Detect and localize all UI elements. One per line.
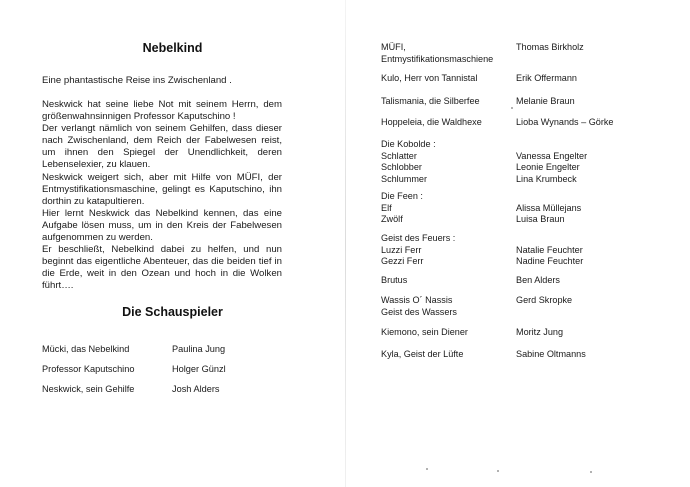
- role-line: Schlummer: [381, 173, 427, 184]
- cast-role: Neskwick, sein Gehilfe: [42, 384, 135, 394]
- story-paragraph: Hier lernt Neskwick das Nebelkind kennen, das eine Aufgabe lösen muss, um in den Kreis der Fabelwesen aufgenommen zu werden.: [42, 207, 282, 244]
- actor-line: [516, 233, 676, 245]
- entry-role: [381, 73, 511, 85]
- entry-actor: [516, 117, 676, 129]
- role-line: Luzzi Ferr: [381, 244, 422, 255]
- actor-line: Alissa Müllejans: [516, 202, 582, 213]
- actor-line: Sabine Oltmanns: [516, 349, 586, 359]
- scan-speck: [426, 468, 428, 470]
- scan-speck: [497, 470, 499, 472]
- entry-role: [381, 42, 511, 65]
- role-line: Kyla, Geist der Lüfte: [381, 349, 464, 359]
- role-line: Elf: [381, 202, 392, 213]
- story-paragraph: Neskwick weigert sich, aber mit Hilfe von MÜFI, der Entmystifikationsmaschine, gelingt es Kaputschino, ihn dorthin zu katapultieren.: [42, 171, 282, 207]
- actor-line: Nadine Feuchter: [516, 256, 584, 267]
- actor-line: Melanie Braun: [516, 96, 575, 106]
- actor-line: Thomas Birkholz: [516, 42, 584, 52]
- cast-role: Professor Kaputschino: [42, 364, 135, 374]
- role-line: Geist des Feuers :: [381, 233, 456, 243]
- entry-actor: [516, 275, 676, 287]
- actor-line: Lina Krumbeck: [516, 173, 577, 184]
- cast-role: Mücki, das Nebelkind: [42, 344, 130, 354]
- scan-speck: [590, 471, 592, 473]
- entry-actor: [516, 96, 676, 108]
- entry-role: [381, 191, 511, 226]
- actor-line: [516, 139, 676, 151]
- role-line: Schlobber: [381, 162, 422, 173]
- cast-actor: Paulina Jung: [172, 344, 226, 354]
- story-paragraph: Neskwick hat seine liebe Not mit seinem Herrn, dem größenwahnsinnigen Professor Kaputschino !: [42, 99, 282, 123]
- role-line: Brutus: [381, 275, 408, 285]
- scan-speck: [511, 107, 513, 109]
- actor-line: Leonie Engelter: [516, 162, 580, 173]
- entry-role: [381, 96, 511, 108]
- play-subtitle: Eine phantastische Reise ins Zwischenland .: [42, 75, 232, 86]
- actor-line: Lioba Wynands – Görke: [516, 117, 614, 127]
- play-title: Nebelkind: [142, 41, 203, 55]
- entry-role: [381, 349, 511, 361]
- entry-actor: [516, 327, 676, 339]
- role-line: Die Kobolde :: [381, 139, 436, 149]
- role-line: MÜFI,: [381, 42, 406, 52]
- right-page: [345, 0, 690, 487]
- entry-role: [381, 233, 511, 268]
- actor-line: [516, 191, 676, 203]
- story-paragraph: Der verlangt nämlich von seinem Gehilfen, dass dieser nach Zwischenland, dem Reich der Fabelwesen reist, um ihnen den Spiegel der Unendlichkeit, deren Lebenselexier, zu klauen.: [42, 123, 282, 171]
- story-text: [42, 99, 282, 293]
- entry-role: [381, 327, 511, 339]
- entry-actor: [516, 191, 676, 226]
- story-paragraph: Er beschließt, Nebelkind dabei zu helfen, und nun beginnt das eigentliche Abenteuer, das die beiden tief in die Erde, weit in den Ozean und hoch in die Wolken führt….: [42, 244, 282, 292]
- entry-role: [381, 117, 511, 129]
- actor-line: Natalie Feuchter: [516, 244, 583, 255]
- entry-actor: [516, 139, 676, 185]
- entry-actor: [516, 295, 676, 307]
- entry-actor: [516, 42, 676, 54]
- cast-heading: Die Schauspieler: [122, 305, 223, 319]
- role-line: Wassis O´ Nassis: [381, 295, 453, 305]
- role-line: Hoppeleia, die Waldhexe: [381, 117, 482, 127]
- entry-actor: [516, 73, 676, 85]
- role-line: Kiemono, sein Diener: [381, 327, 468, 337]
- role-line: Kulo, Herr von Tannistal: [381, 73, 478, 83]
- role-line: Die Feen :: [381, 191, 423, 201]
- actor-line: Vanessa Engelter: [516, 150, 588, 161]
- role-line: Talismania, die Silberfee: [381, 96, 480, 106]
- entry-actor: [516, 349, 676, 361]
- entry-role: [381, 295, 511, 318]
- role-line: Geist des Wassers: [381, 306, 457, 317]
- role-line: Entmystifikationsmaschiene: [381, 53, 494, 64]
- role-line: Zwölf: [381, 214, 403, 225]
- entry-role: [381, 139, 511, 185]
- role-line: Schlatter: [381, 150, 417, 161]
- entry-actor: [516, 233, 676, 268]
- cast-actor: Holger Günzl: [172, 364, 226, 374]
- entry-role: [381, 275, 511, 287]
- actor-line: Gerd Skropke: [516, 295, 573, 305]
- role-line: Gezzi Ferr: [381, 256, 424, 267]
- actor-line: Luisa Braun: [516, 214, 565, 225]
- actor-line: Ben Alders: [516, 275, 560, 285]
- actor-line: Erik Offermann: [516, 73, 577, 83]
- cast-actor: Josh Alders: [172, 384, 220, 394]
- actor-line: Moritz Jung: [516, 327, 564, 337]
